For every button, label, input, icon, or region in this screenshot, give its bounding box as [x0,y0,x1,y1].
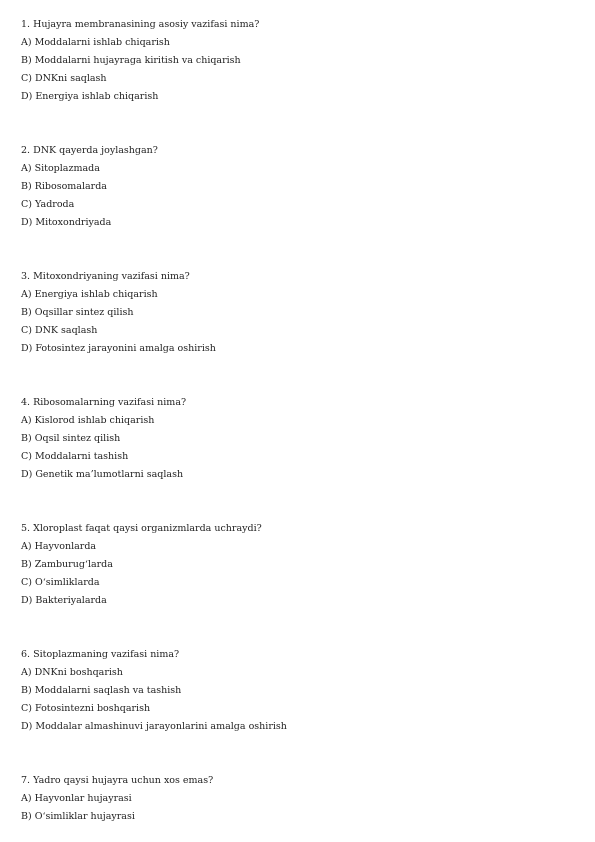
answer-option: B) Moddalarni saqlash va tashish [21,685,182,696]
answer-option: D) Moddalar almashinuvi jarayonlarini amalga oshirish [21,721,287,732]
answer-option: B) Oqsil sintez qilish [21,433,121,444]
question-block [21,646,581,736]
answer-option: B) O‘simliklar hujayrasi [21,811,135,822]
answer-option: D) Energiya ishlab chiqarish [21,91,159,102]
answer-option: D) Genetik ma’lumotlarni saqlash [21,469,184,480]
question-text: 3. Mitoxondriyaning vazifasi nima? [21,271,190,282]
answer-option: C) Fotosintezni boshqarish [21,703,151,714]
answer-option: B) Oqsillar sintez qilish [21,307,134,318]
answer-option: C) O‘simliklarda [21,577,100,588]
answer-option: D) Fotosintez jarayonini amalga oshirish [21,343,216,354]
answer-option: C) Yadroda [21,199,75,210]
answer-option: A) Kislorod ishlab chiqarish [21,415,155,426]
answer-option: D) Bakteriyalarda [21,595,107,606]
question-text: 4. Ribosomalarning vazifasi nima? [21,397,187,408]
answer-option: C) DNK saqlash [21,325,98,336]
question-text: 6. Sitoplazmaning vazifasi nima? [21,649,180,660]
answer-option: A) Energiya ishlab chiqarish [21,289,158,300]
question-block [21,268,581,358]
answer-option: A) Sitoplazmada [21,163,100,174]
answer-option: A) DNKni boshqarish [21,667,123,678]
question-block [21,142,581,232]
question-block [21,16,581,106]
question-block [21,772,581,826]
answer-option: C) DNKni saqlash [21,73,107,84]
answer-option: B) Zamburug‘larda [21,559,113,570]
answer-option: A) Hayvonlarda [21,541,97,552]
question-block [21,394,581,484]
question-text: 5. Xloroplast faqat qaysi organizmlarda uchraydi? [21,523,262,534]
answer-option: C) Moddalarni tashish [21,451,129,462]
question-text: 1. Hujayra membranasining asosiy vazifasi nima? [21,19,260,30]
answer-option: B) Moddalarni hujayraga kiritish va chiqarish [21,55,241,66]
question-block [21,520,581,610]
answer-option: A) Moddalarni ishlab chiqarish [21,37,170,48]
answer-option: A) Hayvonlar hujayrasi [21,793,132,804]
answer-option: D) Mitoxondriyada [21,217,112,228]
question-text: 7. Yadro qaysi hujayra uchun xos emas? [21,775,214,786]
question-text: 2. DNK qayerda joylashgan? [21,145,158,156]
answer-option: B) Ribosomalarda [21,181,107,192]
